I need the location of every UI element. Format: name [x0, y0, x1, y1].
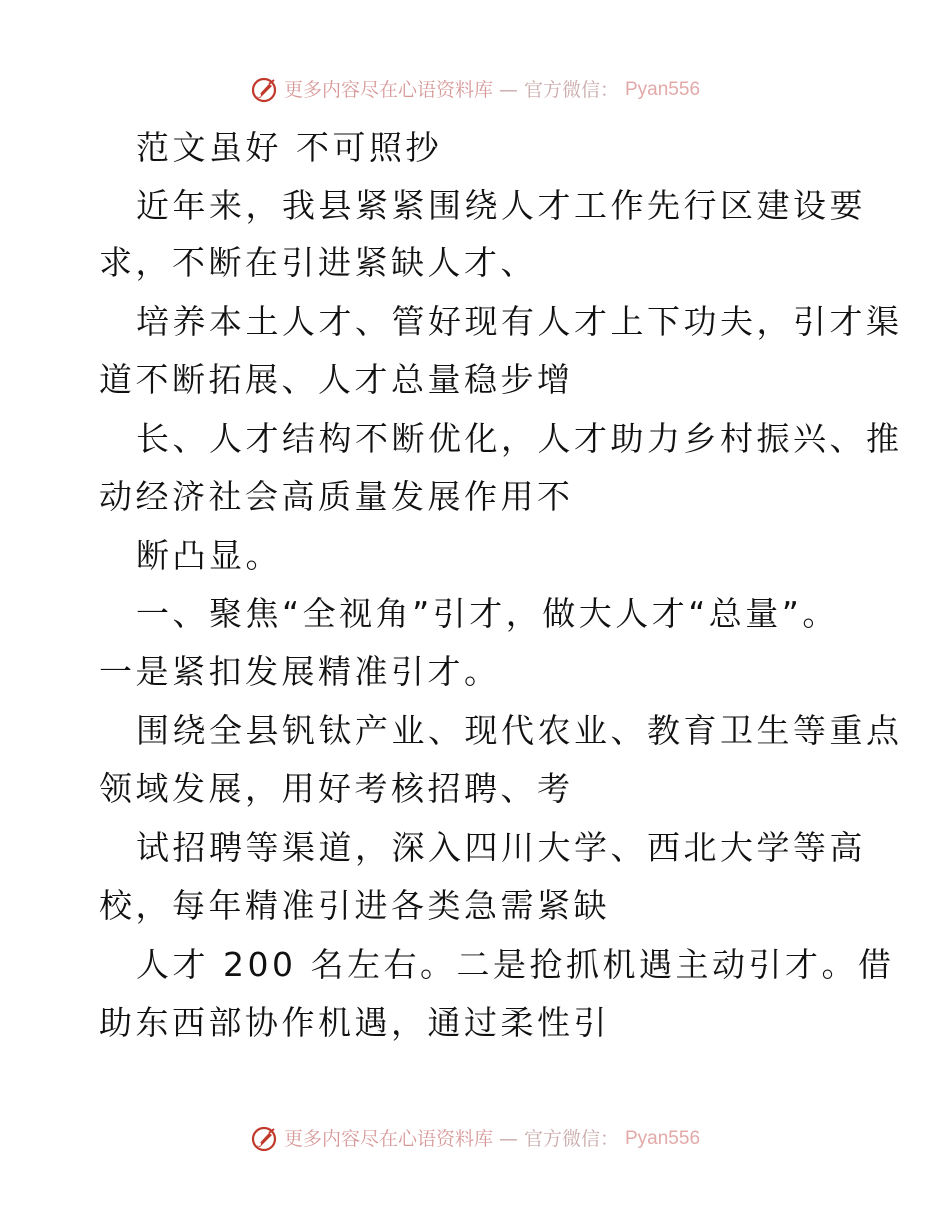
paragraph-line: 助东西部协作机遇，通过柔性引 — [99, 1003, 610, 1042]
quill-logo-icon — [250, 76, 278, 104]
watermark-wechat-label: 官方微信： — [523, 79, 619, 101]
watermark-wechat-label: 官方微信： — [523, 1128, 619, 1150]
quill-logo-icon — [250, 1125, 278, 1153]
paragraph-line: 断凸显。 — [136, 536, 282, 575]
watermark-text: 更多内容尽在心语资料库 — [283, 1128, 493, 1150]
paragraph-line: 近年来，我县紧紧围绕人才工作先行区建设要 — [136, 186, 866, 225]
paragraph-line: 领域发展，用好考核招聘、考 — [99, 769, 574, 808]
section-heading-line: 一、聚焦“全视角”引才，做大人才“总量”。 — [136, 594, 839, 633]
paragraph-line: 求，不断在引进紧缺人才、 — [99, 243, 537, 282]
watermark-separator: — — [498, 79, 518, 101]
paragraph-line: 培养本土人才、管好现有人才上下功夫，引才渠 — [136, 302, 903, 341]
watermark-separator: — — [498, 1128, 518, 1150]
paragraph-line: 校，每年精准引进各类急需紧缺 — [99, 886, 610, 925]
paragraph-line: 长、人才结构不断优化，人才助力乡村振兴、推 — [136, 419, 903, 458]
watermark-wechat-id: Pyan556 — [625, 79, 701, 100]
paragraph-line: 道不断拓展、人才总量稳步增 — [99, 360, 574, 399]
paragraph-line: 围绕全县钒钛产业、现代农业、教育卫生等重点 — [136, 711, 903, 750]
paragraph-line: 人才 200 名左右。二是抢抓机遇主动引才。借 — [136, 945, 895, 984]
doc-title-line: 范文虽好 不可照抄 — [136, 128, 442, 167]
paragraph-line: 试招聘等渠道，深入四川大学、西北大学等高 — [136, 828, 866, 867]
watermark-footer — [0, 1125, 950, 1153]
paragraph-line: 一是紧扣发展精准引才。 — [99, 652, 501, 691]
paragraph-line: 动经济社会高质量发展作用不 — [99, 477, 574, 516]
watermark-header — [0, 76, 950, 104]
watermark-wechat-id: Pyan556 — [625, 1128, 701, 1149]
watermark-text: 更多内容尽在心语资料库 — [283, 79, 493, 101]
